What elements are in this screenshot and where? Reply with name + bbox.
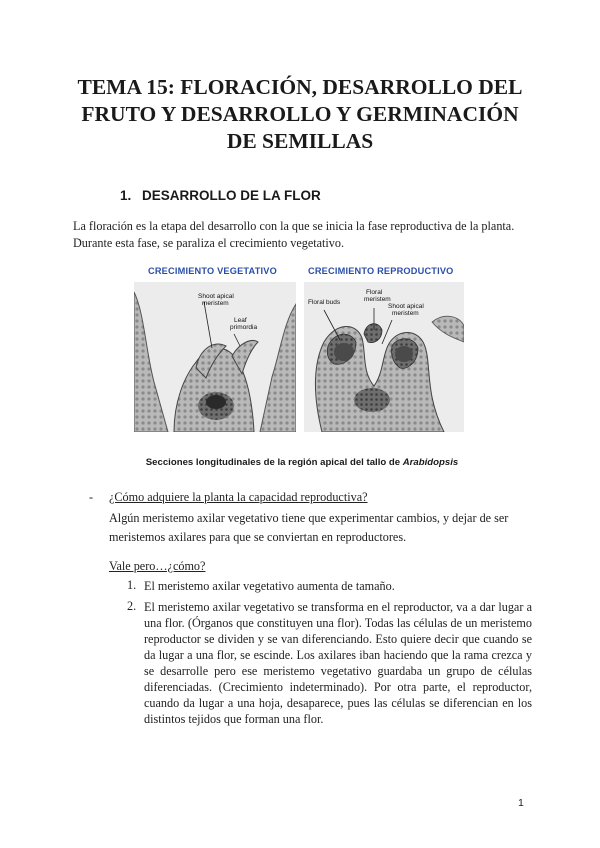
label-shoot-apical-repro: Shoot apical bbox=[388, 303, 424, 310]
label-shoot-apical: Shoot apical bbox=[198, 293, 234, 300]
numbered-list bbox=[127, 578, 532, 727]
vegetative-micrograph bbox=[134, 282, 296, 432]
label-floral: Floral bbox=[366, 289, 383, 296]
reproductive-micrograph bbox=[304, 282, 464, 432]
page-number: 1 bbox=[518, 797, 524, 809]
list-number: 2. bbox=[127, 599, 137, 613]
intro-line: Durante esta fase, se paraliza el crecimiento vegetativo. bbox=[73, 236, 345, 250]
label-meristem: meristem bbox=[202, 300, 229, 307]
figure-label-vegetative: CRECIMIENTO VEGETATIVO bbox=[148, 266, 277, 276]
bullet-body-line: Algún meristemo axilar vegetativo tiene que experimentar cambios, y dejar de ser bbox=[109, 511, 509, 525]
caption-text: Secciones longitudinales de la región apical del tallo de bbox=[145, 457, 403, 468]
list-item bbox=[127, 578, 532, 599]
bullet-item bbox=[89, 490, 368, 505]
list-text: El meristemo axilar vegetativo aumenta de tamaño. bbox=[144, 579, 395, 593]
intro-line: La floración es la etapa del desarrollo con la que se inicia la fase reproductiva de la planta. bbox=[73, 219, 515, 233]
list-number: 1. bbox=[127, 578, 137, 592]
section-title: DESARROLLO DE LA FLOR bbox=[142, 188, 321, 203]
intro-paragraph bbox=[73, 218, 533, 252]
label-primordia: primordia bbox=[230, 324, 258, 331]
caption-species: Arabidopsis bbox=[402, 457, 459, 468]
label-floral-meristem: meristem bbox=[364, 296, 391, 303]
list-text: El meristemo axilar vegetativo se transforma en el reproductor, va a dar lugar a una flor. (Órganos que constituyen una flor). Todas las células de un meristemo reproductor se dividen y se van diferenciando. Esto quiere decir que cuando se da lugar a una flor, se escinde. Los axilares iban haciendo que la rama crezca y se desarrolle pero ese meristemo vegetativo guardaba un grupo de células diferenciadas. (Crecimiento indeterminado). Por otra parte, el reproductor, cuando da lugar a una hoja, desaparece, pues las células se diferencian en los distintos tejidos que forman una flor. bbox=[144, 600, 532, 726]
page-title bbox=[40, 74, 560, 155]
label-meristem-repro: meristem bbox=[392, 310, 419, 317]
title-line: TEMA 15: FLORACIÓN, DESARROLLO DEL bbox=[77, 75, 523, 99]
section-number: 1. bbox=[120, 188, 132, 203]
bullet-marker: - bbox=[89, 490, 94, 504]
figure-caption bbox=[132, 457, 472, 468]
title-line: FRUTO Y DESARROLLO Y GERMINACIÓN bbox=[81, 102, 519, 126]
list-item bbox=[127, 599, 532, 727]
label-floral-buds: Floral buds bbox=[308, 299, 341, 306]
arabidopsis-figure bbox=[120, 260, 480, 475]
title-line: DE SEMILLAS bbox=[226, 129, 374, 153]
sub-heading-link: Vale pero…¿cómo? bbox=[109, 559, 206, 573]
figure-label-reproductive: CRECIMIENTO REPRODUCTIVO bbox=[308, 266, 454, 276]
bullet-body-line: meristemos axilares para que se conviertan en reproductores. bbox=[109, 530, 407, 544]
bullet-question: ¿Cómo adquiere la planta la capacidad reproductiva? bbox=[109, 490, 368, 504]
section-heading bbox=[120, 188, 321, 203]
label-leaf: Leaf bbox=[234, 317, 247, 324]
bullet-body bbox=[109, 509, 529, 547]
